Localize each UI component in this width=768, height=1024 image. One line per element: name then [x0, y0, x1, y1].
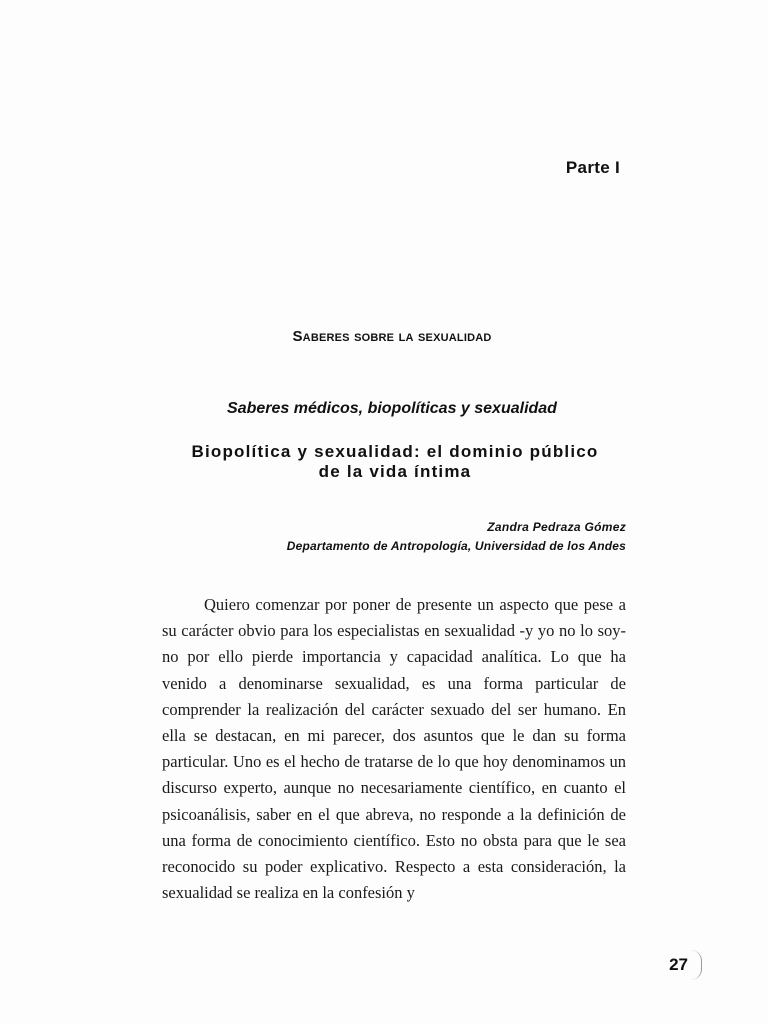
chapter-title [150, 442, 640, 482]
chapter-title-line-2: de la vida íntima [318, 462, 472, 481]
author-affiliation: Departamento de Antropología, Universidad de los Andes [286, 539, 626, 553]
body-paragraph: Quiero comenzar por poner de presente un aspecto que pese a su carácter obvio para los especialistas en sexualidad -y yo no lo soy- no por ello pierde importancia y capacidad analítica. Lo que ha venido a denominarse sexualidad, es una forma particular de comprender la realización del carácter sexuado del ser humano. En ella se destacan, en mi parecer, dos asuntos que le dan su forma particular. Uno es el hecho de tratarse de lo que hoy denominamos un discurso experto, aunque no necesariamente científico, en cuanto el psicoanálisis, saber en el que abreva, no responde a la definición de una forma de conocimiento científico. Esto no obsta para que le sea reconocido su poder explicativo. Respecto a esta consideración, la sexualidad se realiza en la confesión y [162, 595, 626, 903]
section-title: Saberes sobre la sexualidad [292, 328, 492, 345]
part-label: Parte I [565, 158, 620, 177]
author-name: Zandra Pedraza Gómez [487, 520, 626, 534]
page-number: 27 [669, 955, 688, 974]
page-number-bracket [691, 950, 702, 980]
subtitle: Saberes médicos, biopolíticas y sexualidad [227, 400, 557, 417]
chapter-title-line-1: Biopolítica y sexualidad: el dominio público [191, 442, 599, 461]
